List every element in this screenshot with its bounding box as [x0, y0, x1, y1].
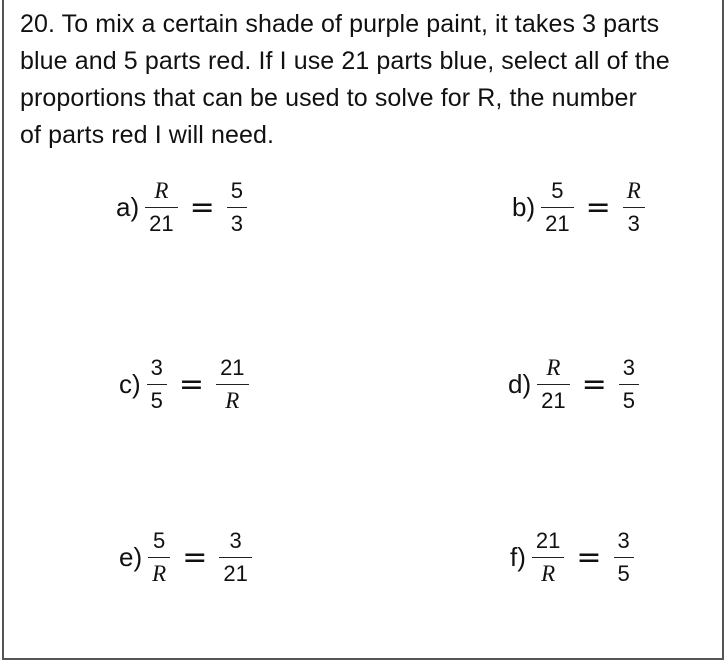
- left-fraction: [534, 528, 562, 587]
- numerator: 5: [551, 178, 564, 203]
- question-text: [20, 6, 720, 154]
- denominator: 3: [230, 211, 243, 236]
- option-label: f): [510, 542, 526, 572]
- right-fraction: [221, 528, 249, 587]
- denominator: 5: [150, 388, 163, 413]
- left-fraction: [147, 178, 175, 237]
- option-a[interactable]: [116, 178, 251, 237]
- left-fraction: [539, 355, 567, 414]
- denominator: R: [225, 388, 240, 413]
- left-fraction: [150, 528, 168, 587]
- numerator: 3: [150, 355, 163, 380]
- numerator: 5: [153, 528, 166, 553]
- numerator: 5: [230, 178, 243, 203]
- denominator: R: [541, 561, 556, 586]
- left-fraction: [149, 355, 165, 414]
- denominator: 21: [545, 211, 570, 236]
- numerator: 21: [220, 355, 245, 380]
- option-f[interactable]: [510, 528, 638, 587]
- numerator: 3: [622, 355, 635, 380]
- option-label: a): [116, 192, 140, 222]
- option-d[interactable]: [508, 355, 643, 414]
- denominator: 5: [617, 561, 630, 586]
- equals-sign: =: [576, 540, 602, 575]
- right-fraction: [621, 355, 637, 414]
- equals-sign: =: [189, 190, 215, 225]
- numerator: 3: [229, 528, 242, 553]
- numerator: R: [154, 178, 169, 203]
- option-e[interactable]: [119, 528, 256, 587]
- option-label: d): [508, 369, 532, 399]
- denominator: 21: [149, 211, 174, 236]
- question-line: 20. To mix a certain shade of purple paint, it takes 3 parts: [20, 10, 660, 38]
- equals-sign: =: [581, 367, 607, 402]
- denominator: 21: [223, 561, 248, 586]
- question-line: proportions that can be used to solve for R, the number: [20, 84, 637, 112]
- option-label: b): [512, 192, 536, 222]
- denominator: 5: [622, 388, 635, 413]
- question-line: of parts red I will need.: [20, 121, 275, 149]
- right-fraction: [218, 355, 246, 414]
- right-fraction: [616, 528, 632, 587]
- question-line: blue and 5 parts red. If I use 21 parts blue, select all of the: [20, 47, 670, 75]
- numerator: 3: [617, 528, 630, 553]
- denominator: 3: [627, 211, 640, 236]
- equals-sign: =: [182, 540, 208, 575]
- worksheet-panel: [2, 0, 724, 660]
- numerator: 21: [535, 528, 561, 553]
- right-fraction: [625, 178, 643, 237]
- option-label: c): [119, 369, 141, 399]
- option-b[interactable]: [512, 178, 649, 237]
- equals-sign: =: [178, 367, 205, 402]
- left-fraction: [543, 178, 571, 237]
- numerator: R: [546, 355, 561, 380]
- denominator: R: [152, 561, 167, 586]
- option-c[interactable]: [119, 355, 253, 414]
- numerator: R: [626, 178, 641, 203]
- denominator: 21: [541, 388, 566, 413]
- option-label: e): [119, 542, 143, 572]
- right-fraction: [229, 178, 245, 237]
- equals-sign: =: [585, 190, 611, 225]
